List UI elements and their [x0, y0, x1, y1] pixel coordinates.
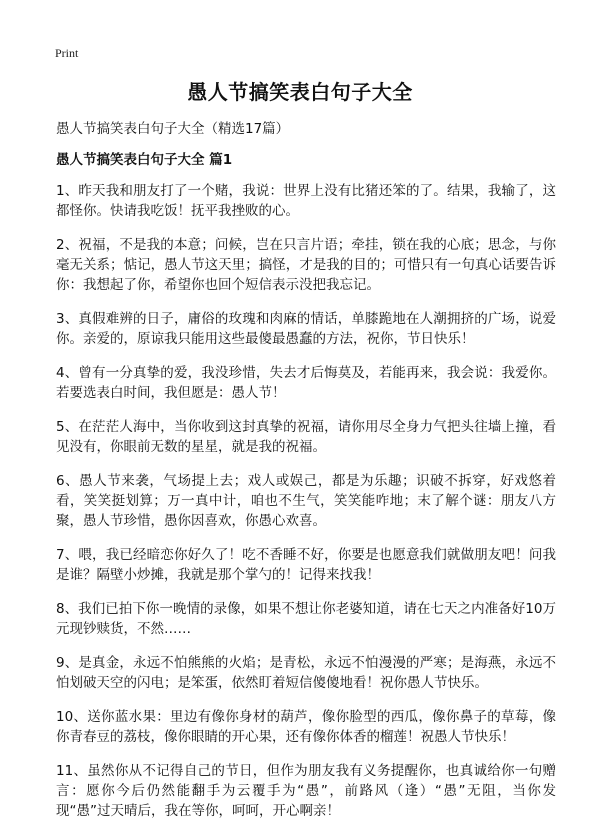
paragraph-8: 8、我们已拍下你一晚情的录像，如果不想让你老婆知道，请在七天之内准备好10万元现钞赎货，不然…… — [56, 601, 556, 637]
paragraph-2: 2、祝福，不是我的本意；问候，岂在只言片语；牵挂，锁在我的心底；思念，与你毫无关系；惦记，愚人节这天里；搞怪，才是我的目的；可惜只有一句真心话要告诉你：我想起了你，希望你也回个短信表示没把我忘记。 — [56, 237, 556, 293]
paragraph-7: 7、喂，我已经暗恋你好久了！吃不香睡不好，你要是也愿意我们就做朋友吧！问我是谁？隔壁小炒摊，我就是那个掌勺的！记得来找我！ — [56, 547, 556, 583]
paragraph-10: 10、送你蓝水果：里边有像你身材的葫芦，像你脸型的西瓜，像你鼻子的草莓，像你青春豆的荔枝，像你眼睛的开心果，还有像你体香的榴莲！祝愚人节快乐！ — [56, 709, 556, 745]
print-link[interactable]: Print — [55, 46, 79, 60]
paragraph-3: 3、真假难辨的日子，庸俗的玫瑰和肉麻的情话，单膝跪地在人潮拥挤的广场，说爱你。亲爱的，原谅我只能用这些最傻最愚蠢的方法，祝你，节日快乐！ — [56, 311, 556, 347]
paragraph-4: 4、曾有一分真挚的爱，我没珍惜，失去才后悔莫及，若能再来，我会说：我爱你。若要选表白时间，我但愿是：愚人节！ — [56, 365, 556, 401]
paragraph-1: 1、昨天我和朋友打了一个赌，我说：世界上没有比猪还笨的了。结果，我输了，这都怪你。快请我吃饭！抚平我挫败的心。 — [56, 183, 556, 219]
document-title: 愚人节搞笑表白句子大全 — [187, 80, 413, 104]
paragraph-9: 9、是真金，永远不怕熊熊的火焰；是青松，永远不怕漫漫的严寒；是海燕，永远不怕划破天空的闪电；是笨蛋，依然盯着短信傻傻地看！祝你愚人节快乐。 — [56, 655, 556, 691]
paragraph-5: 5、在茫茫人海中，当你收到这封真挚的祝福，请你用尽全身力气把头往墙上撞，看见没有，你眼前无数的星星，就是我的祝福。 — [56, 419, 556, 455]
paragraph-11: 11、虽然你从不记得自己的节日，但作为朋友我有义务提醒你，也真诚给你一句赠言：愿你今后仍然能翻手为云覆手为“愚”，前路风（逢）“愚”无阻，当你发现“愚”过天晴后，我在等你，呵呵，开心啊亲！ — [56, 763, 556, 819]
paragraph-list — [56, 181, 556, 835]
paragraph-6: 6、愚人节来袭，气场提上去；戏人或娱己，都是为乐趣；识破不拆穿，好戏悠着看，笑笑挺划算；万一真中计，咱也不生气，笑笑能咋地；末了解个谜：朋友八方聚，愚人节珍惜，愚你因喜欢，你愚心欢喜。 — [56, 473, 556, 529]
document-subtitle: 愚人节搞笑表白句子大全（精选17篇） — [56, 121, 290, 137]
section-heading: 愚人节搞笑表白句子大全 篇1 — [56, 152, 233, 168]
